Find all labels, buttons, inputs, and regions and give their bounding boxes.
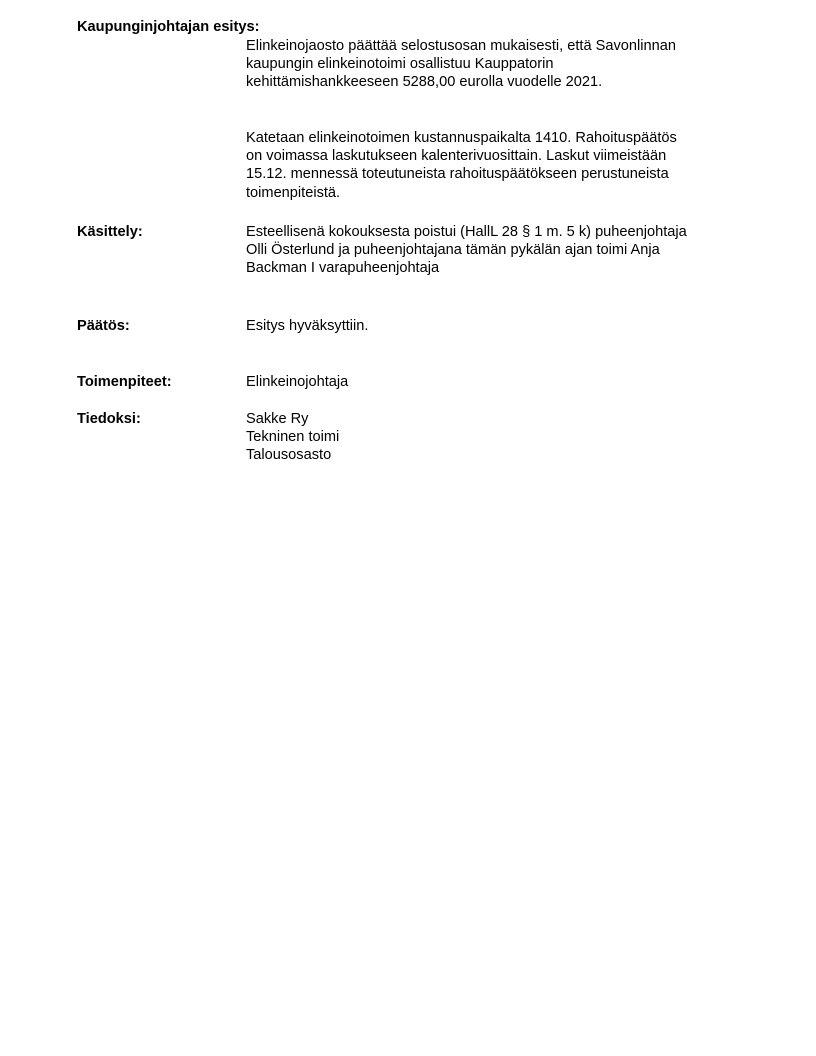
notice-line: Talousosasto <box>246 447 332 464</box>
proposal-p1-line: Elinkeinojaosto päättää selostusosan mukaisesti, että Savonlinnan <box>246 38 676 54</box>
notice-line: Sakke Ry <box>246 411 309 427</box>
notice-label: Tiedoksi: <box>77 411 141 427</box>
handling-line: Backman I varapuheenjohtaja <box>246 260 440 277</box>
handling-text <box>246 223 746 278</box>
proposal-paragraph-1 <box>246 37 746 92</box>
proposal-p2-line: toimenpiteistä. <box>246 184 341 201</box>
proposal-p1-line: kaupungin elinkeinotoimi osallistuu Kauppatorin <box>246 56 554 73</box>
proposal-label: Kaupunginjohtajan esitys: <box>77 19 260 35</box>
proposal-p2-line: 15.12. mennessä toteutuneista rahoituspäätökseen perustuneista <box>246 166 669 183</box>
actions-text: Elinkeinojohtaja <box>246 374 349 390</box>
handling-label: Käsittely: <box>77 224 143 240</box>
notice-line: Tekninen toimi <box>246 429 340 446</box>
handling-line: Olli Österlund ja puheenjohtajana tämän pykälän ajan toimi Anja <box>246 242 660 259</box>
proposal-p2-line: on voimassa laskutukseen kalenterivuosittain. Laskut viimeistään <box>246 148 667 165</box>
actions-label: Toimenpiteet: <box>77 374 172 390</box>
proposal-p1-line: kehittämishankkeeseen 5288,00 eurolla vuodelle 2021. <box>246 74 603 91</box>
proposal-paragraph-2 <box>246 129 746 202</box>
handling-line: Esteellisenä kokouksesta poistui (HallL 28 § 1 m. 5 k) puheenjohtaja <box>246 224 687 240</box>
notice-text <box>246 410 746 465</box>
decision-text: Esitys hyväksyttiin. <box>246 318 369 334</box>
decision-label: Päätös: <box>77 318 130 334</box>
proposal-p2-line: Katetaan elinkeinotoimen kustannuspaikalta 1410. Rahoituspäätös <box>246 130 677 146</box>
